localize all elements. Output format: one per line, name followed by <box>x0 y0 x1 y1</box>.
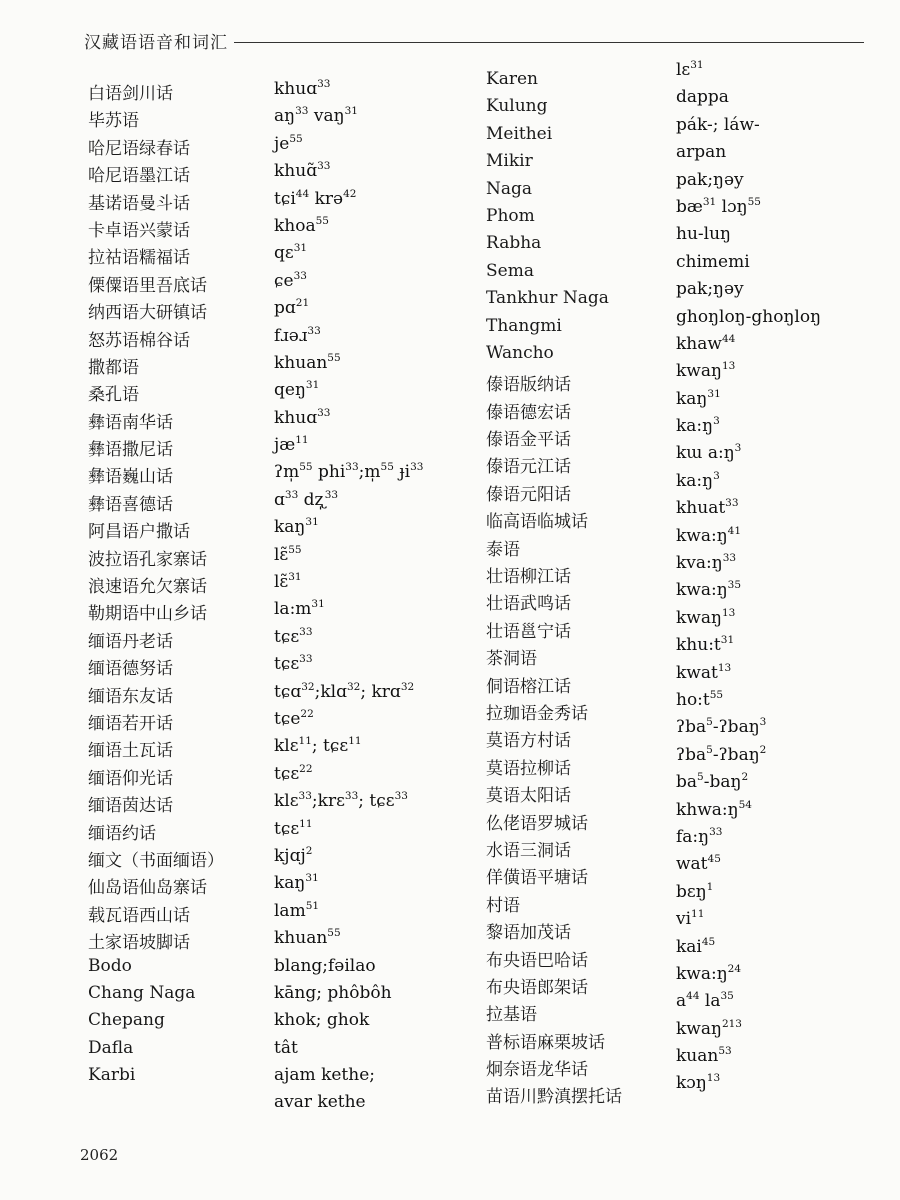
language-name: 勒期语中山乡话 <box>88 604 207 625</box>
word-form: blang;fəilao <box>274 955 376 976</box>
language-name: 佯僙语平塘话 <box>486 868 588 889</box>
language-name: 壮语柳江话 <box>486 567 571 588</box>
word-form: khuɑ̃$^{33}$ <box>274 160 331 182</box>
language-name: 缅语丹老话 <box>88 631 173 652</box>
language-name: 拉基语 <box>486 1005 537 1026</box>
language-name: 仫佬语罗城话 <box>486 813 588 834</box>
language-name: 临高语临城话 <box>486 512 588 533</box>
word-form: khuɑ$^{33}$ <box>274 406 331 428</box>
word-form: kɔŋ$^{13}$ <box>676 1072 721 1094</box>
word-form: $vi^{11}$ <box>676 908 705 930</box>
language-name: 阿昌语户撒话 <box>88 522 190 543</box>
word-form: khuat$^{33}$ <box>676 497 739 519</box>
language-name: 傣语元江话 <box>486 457 571 478</box>
word-form: khok; ghok <box>274 1010 370 1031</box>
language-name: 傣语德宏话 <box>486 402 571 423</box>
language-name: 怒苏语棉谷话 <box>88 330 190 351</box>
language-name: 彝语喜德话 <box>88 494 173 515</box>
word-form: $ho:t^{55}$ <box>676 688 724 710</box>
language-name: 缅语约话 <box>88 823 156 844</box>
language-name: Wancho <box>486 342 554 363</box>
word-form: $je^{55}$ <box>274 132 303 154</box>
language-name: 彝语巍山话 <box>88 467 173 488</box>
language-name: 莫语方村话 <box>486 731 571 752</box>
language-name: 撒都语 <box>88 357 139 378</box>
word-form: $kwa:ŋ^{41}$ <box>676 524 742 546</box>
language-name: 普标语麻栗坡话 <box>486 1032 605 1053</box>
word-form: lɛ$^{31}$ <box>676 59 704 80</box>
word-form: tɕɛ$^{22}$ <box>274 762 313 784</box>
language-name: 载瓦语西山话 <box>88 905 190 926</box>
word-form: khoa$^{55}$ <box>274 214 329 236</box>
language-name: 缅语若开话 <box>88 713 173 734</box>
word-form: kai$^{45}$ <box>676 935 716 957</box>
word-form: bɛŋ$^1$ <box>676 880 714 902</box>
language-name: Phom <box>486 205 535 226</box>
word-form: qeŋ$^{31}$ <box>274 379 320 401</box>
language-name: 缅语东友话 <box>88 686 173 707</box>
language-name: 壮语邕宁话 <box>486 621 571 642</box>
language-name: 傣语元阳话 <box>486 484 571 505</box>
language-name: Meithei <box>486 123 553 144</box>
word-form: kaŋ$^{31}$ <box>274 872 319 894</box>
word-form: ɑ$^{33}$ dʐ̩$^{33}$ <box>274 488 339 510</box>
header-rule <box>234 42 864 43</box>
word-form: tɕɑ$^{32}$;klɑ$^{32}$; krɑ$^{32}$ <box>274 680 415 702</box>
word-form: tât <box>274 1037 298 1058</box>
word-form: khuɑ$^{33}$ <box>274 78 331 99</box>
word-form: $khu:t^{31}$ <box>676 634 735 656</box>
word-form: $bæ^{31}$ lɔŋ$^{55}$ <box>676 195 761 217</box>
language-name: Tankhur Naga <box>486 288 609 309</box>
word-form: arpan <box>676 142 727 163</box>
language-name: 壮语武鸣话 <box>486 594 571 615</box>
header-title: 汉藏语语音和词汇 <box>84 33 228 53</box>
language-name: Bodo <box>88 955 132 976</box>
word-form: ajam kethe; <box>274 1065 375 1086</box>
word-form: fɹəɹ$^{33}$ <box>274 324 321 346</box>
language-name: 缅语土瓦话 <box>88 741 173 762</box>
language-name: Kulung <box>486 96 548 117</box>
language-name: 哈尼语绿春话 <box>88 138 190 159</box>
language-name: 哈尼语墨江话 <box>88 166 190 187</box>
language-name: 水语三洞话 <box>486 840 571 861</box>
word-form: qɛ$^{31}$ <box>274 242 308 264</box>
word-form: kwaŋ$^{13}$ <box>676 360 736 382</box>
word-form: kwaŋ$^{13}$ <box>676 606 736 628</box>
language-name: 炯奈语龙华话 <box>486 1060 588 1081</box>
word-form: ʔm̩$^{55}$ phi$^{33}$;m̩$^{55}$ ɟi$^{33}$ <box>274 461 424 483</box>
language-name: Thangmi <box>486 315 562 336</box>
page-number: 2062 <box>80 1146 119 1164</box>
word-form: $khwa:ŋ^{54}$ <box>676 798 752 820</box>
language-name: 桑孔语 <box>88 385 139 406</box>
word-form: $kva:ŋ^{33}$ <box>676 552 737 574</box>
language-name: 土家语坡脚话 <box>88 933 190 954</box>
word-form: wat$^{45}$ <box>676 853 721 875</box>
word-form: tɕɛ$^{11}$ <box>274 817 313 839</box>
word-form: avar kethe <box>274 1092 366 1113</box>
word-form: $kwa:ŋ^{35}$ <box>676 579 742 601</box>
language-name: 缅语茵达话 <box>88 796 173 817</box>
language-name: Rabha <box>486 233 542 254</box>
language-name: 卡卓语兴蒙话 <box>88 220 190 241</box>
language-name: Mikir <box>486 151 533 172</box>
language-name: 傈僳语里吾底话 <box>88 275 207 296</box>
word-form: lam$^{51}$ <box>274 899 320 921</box>
language-name: Karbi <box>88 1065 136 1086</box>
word-form: $ka:ŋ^3$ <box>676 469 720 491</box>
language-name: 黎语加茂话 <box>486 923 571 944</box>
word-form: tɕɛ$^{33}$ <box>274 625 313 647</box>
language-name: 布央语郎架话 <box>486 977 588 998</box>
running-header <box>84 28 864 52</box>
word-form: lɛ̃$^{31}$ <box>274 571 302 593</box>
word-form: $ka:ŋ^3$ <box>676 415 720 437</box>
word-form: chimemi <box>676 251 750 272</box>
language-name: 纳西语大研镇话 <box>88 303 207 324</box>
word-form: pak;ŋəy <box>676 169 744 190</box>
word-form: lɛ̃$^{55}$ <box>274 543 302 565</box>
language-name: 浪速语允欠寨话 <box>88 577 207 598</box>
language-name: 傣语金平话 <box>486 430 571 451</box>
word-form: khuan$^{55}$ <box>274 351 341 373</box>
word-form: kjɑj$^2$ <box>274 844 313 866</box>
language-name: 傣语版纳话 <box>486 375 571 396</box>
language-name: 仙岛语仙岛寨话 <box>88 878 207 899</box>
language-name: 莫语拉柳话 <box>486 758 571 779</box>
word-form: $jæ^{11}$ <box>274 434 309 456</box>
word-form: pak;ŋəy <box>676 279 744 300</box>
language-name: Sema <box>486 260 534 281</box>
word-form: ghoŋloŋ-ghoŋloŋ <box>676 306 822 327</box>
language-name: 彝语撒尼话 <box>88 440 173 461</box>
language-name: 缅文（书面缅语） <box>88 850 224 871</box>
word-form: kwat$^{13}$ <box>676 661 732 683</box>
word-form: kaŋ$^{31}$ <box>676 387 721 409</box>
word-form: klɛ$^{11}$; tɕɛ$^{11}$ <box>274 735 362 757</box>
language-name: Chepang <box>88 1010 165 1031</box>
language-name: 彝语南华话 <box>88 412 173 433</box>
language-name: 拉珈语金秀话 <box>486 703 588 724</box>
language-name: 侗语榕江话 <box>486 676 571 697</box>
word-form: kuan$^{53}$ <box>676 1045 732 1067</box>
word-form: hu-luŋ <box>676 224 731 245</box>
language-name: 波拉语孔家寨话 <box>88 549 207 570</box>
word-form: $la:m^{31}$ <box>274 598 325 620</box>
language-name: Karen <box>486 69 538 89</box>
language-name: Dafla <box>88 1037 134 1058</box>
word-form: $a^{44}$ $la^{35}$ <box>676 990 734 1012</box>
word-form: ɕe$^{33}$ <box>274 269 307 291</box>
language-name: 布央语巴哈话 <box>486 950 588 971</box>
word-form: kaŋ$^{31}$ <box>274 516 319 538</box>
language-name: 苗语川黔滇摆托话 <box>486 1087 622 1108</box>
word-form: khaw$^{44}$ <box>676 332 736 354</box>
language-name: 拉祜语糯福话 <box>88 248 190 269</box>
word-form: kɯ $a:ŋ^3$ <box>676 442 742 464</box>
word-form: $fa:ŋ^{33}$ <box>676 825 723 847</box>
word-form: kāng; phôbôh <box>274 982 392 1003</box>
language-name: Chang Naga <box>88 982 196 1003</box>
word-form: $aŋ^{33}$ vaŋ$^{31}$ <box>274 105 358 127</box>
word-form: kwaŋ$^{213}$ <box>676 1017 742 1039</box>
language-name: 毕苏语 <box>88 111 139 132</box>
word-form: tɕi$^{44}$ krə$^{42}$ <box>274 187 357 209</box>
language-name: 白语剑川话 <box>88 84 173 104</box>
word-form: ʔba$^5$-ʔbaŋ$^3$ <box>676 716 767 738</box>
language-name: 泰语 <box>486 539 520 560</box>
word-form: pɑ$^{21}$ <box>274 297 310 319</box>
language-name: 基诺语曼斗话 <box>88 193 190 214</box>
language-name: 茶洞语 <box>486 649 537 670</box>
language-name: 缅语仰光话 <box>88 768 173 789</box>
language-name: Naga <box>486 178 533 199</box>
word-form: tɕe$^{22}$ <box>274 707 314 729</box>
word-form: ʔba$^5$-ʔbaŋ$^2$ <box>676 743 767 765</box>
word-form: khuan$^{55}$ <box>274 927 341 949</box>
word-form: tɕɛ$^{33}$ <box>274 653 313 675</box>
language-name: 缅语德努话 <box>88 659 173 680</box>
word-form: $ba^5-baŋ^2$ <box>676 771 749 793</box>
language-name: 莫语太阳话 <box>486 786 571 807</box>
word-form: dappa <box>676 87 729 108</box>
word-form: klɛ$^{33}$;krɛ$^{33}$; tɕɛ$^{33}$ <box>274 790 408 812</box>
language-name: 村语 <box>486 895 520 916</box>
word-form: pák-; láw- <box>676 114 760 135</box>
word-form: $kwa:ŋ^{24}$ <box>676 962 742 984</box>
